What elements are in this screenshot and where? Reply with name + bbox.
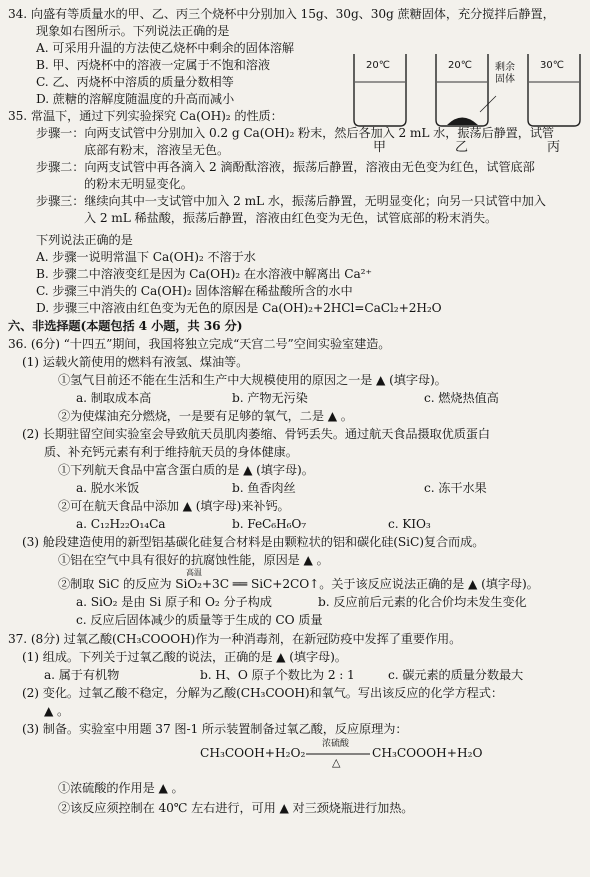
q36-part2-sub2-a: a. C₁₂H₂₂O₁₄Ca <box>76 517 166 531</box>
q36-part2-sub1-b: b. 鱼香肉丝 <box>232 481 296 495</box>
q36-part1-sub1: ①氢气目前还不能在生活和生产中大规模使用的原因之一是 ▲ (填字母)。 <box>58 373 447 387</box>
q37-part3: (3) 制备。实验室中用题 37 图-1 所示装置制备过氧乙酸，反应原理为： <box>22 722 408 736</box>
q37-part1-a: a. 属于有机物 <box>44 668 120 682</box>
q36-part2-sub1: ①下列航天食品中富含蛋白质的是 ▲ (填字母)。 <box>58 463 314 477</box>
q36-part2-sub2: ②可在航天食品中添加 ▲ (填字母)来补钙。 <box>58 499 290 513</box>
q36-part1-sub1-a: a. 制取成本高 <box>76 391 152 405</box>
q36-part2-sub1-c: c. 冻干水果 <box>424 481 487 495</box>
q35-step3-line2: 入 2 mL 稀盐酸，振荡后静置，溶液由红色变为无色，试管底部的粉末消失。 <box>84 211 498 225</box>
reaction-condition: 高温 <box>186 568 202 577</box>
q34-stem-2: 现象如右图所示。下列说法正确的是 <box>36 24 230 38</box>
q36-part1: (1) 运载火箭使用的燃料有液氢、煤油等。 <box>22 355 249 369</box>
q37-stem: 37. (8分) 过氧乙酸(CH₃COOOH)作为一种消毒剂，在新冠防疫中发挥了重要作用。 <box>8 632 462 646</box>
section-6-heading: 六、非选择题(本题包括 4 小题，共 36 分) <box>8 319 243 333</box>
residual-solid <box>447 118 478 126</box>
q36-part2-sub1-a: a. 脱水米饭 <box>76 481 140 495</box>
q36-part3-sub1: ①铝在空气中具有很好的抗腐蚀性能，原因是 ▲ 。 <box>58 553 329 567</box>
q36-part1-sub1-c: c. 燃烧热值高 <box>424 391 499 405</box>
q35-step3-line1: 步骤三：继续向其中一支试管中加入 2 mL 水，振荡后静置，无明显变化；向另一只试管中加入 <box>36 194 546 208</box>
temp-bing: 30℃ <box>540 60 564 71</box>
q36-part2-line1: (2) 长期驻留空间实验室会导致航天员肌肉萎缩、骨钙丢失。通过航天食品摄取优质蛋白 <box>22 427 490 441</box>
q36-part2-sub2-b: b. FeC₆H₆O₇ <box>232 517 307 531</box>
q36-part3-sub2-b: b. 反应前后元素的化合价均未发生变化 <box>318 595 527 609</box>
q36-part1-sub2: ②为使煤油充分燃烧，一是要有足够的氧气，二是 ▲ 。 <box>58 409 353 423</box>
q36-part1-sub1-b: b. 产物无污染 <box>232 391 308 405</box>
equation-catalyst: 浓硫酸 <box>322 739 350 749</box>
q34-option-d: D. 蔗糖的溶解度随温度的升高而减小 <box>36 92 235 106</box>
q36-part3: (3) 舱段建造使用的新型铝基碳化硅复合材料是由颗粒状的铝和碳化硅(SiC)复合而成。 <box>22 535 485 549</box>
q37-part2-blank: ▲ 。 <box>44 704 70 718</box>
equation-right: CH₃COOOH+H₂O <box>372 746 483 760</box>
q35-step1-line2: 底部有粉末，溶液呈无色。 <box>84 143 230 157</box>
q35-stem: 35. 常温下，通过下列实验探究 Ca(OH)₂ 的性质： <box>8 109 283 123</box>
q34-option-c: C. 乙、丙烧杯中溶质的质量分数相等 <box>36 75 234 89</box>
q35-step1-line1: 步骤一：向两支试管中分别加入 0.2 g Ca(OH)₂ 粉末，然后各加入 2 mL 水，振荡后静置，试管 <box>36 126 555 140</box>
label-yi: 乙 <box>455 140 469 155</box>
q36-part2-line2: 质、补充钙元素有利于维持航天员的身体健康。 <box>44 445 298 459</box>
q37-part3-sub2: ②该反应须控制在 40℃ 左右进行，可用 ▲ 对三颈烧瓶进行加热。 <box>58 801 414 815</box>
q36-part3-sub2-c: c. 反应后固体减少的质量等于生成的 CO 质量 <box>76 613 323 627</box>
q35-option-c: C. 步骤三中消失的 Ca(OH)₂ 固体溶解在稀盐酸所含的水中 <box>36 284 353 298</box>
q37-part2: (2) 变化。过氧乙酸不稳定，分解为乙酸(CH₃COOH)和氧气。写出该反应的化学方程式： <box>22 686 503 700</box>
temp-jia: 20℃ <box>366 60 390 71</box>
q36-part3-sub2: ②制取 SiC 的反应为 SiO₂+3C ══ SiC+2CO↑。关于该反应说法正确的是 ▲ (填字母)。 <box>58 577 539 591</box>
q34-option-a: A. 可采用升温的方法使乙烧杯中剩余的固体溶解 <box>36 41 294 55</box>
q35-step2-line2: 的粉末无明显变化。 <box>84 177 193 191</box>
label-bing: 丙 <box>547 140 561 155</box>
q36-part3-sub2-a: a. SiO₂ 是由 Si 原子和 O₂ 分子构成 <box>76 595 272 609</box>
q35-question: 下列说法正确的是 <box>36 233 133 247</box>
q37-part1-b: b. H、O 原子个数比为 2 : 1 <box>200 668 355 682</box>
q37-part1: (1) 组成。下列关于过氧乙酸的说法，正确的是 ▲ (填字母)。 <box>22 650 347 664</box>
q34-stem-1: 34. 向盛有等质量水的甲、乙、丙三个烧杯中分别加入 15g、30g、30g 蔗糖固体，充分搅拌后静置， <box>8 7 555 21</box>
q35-option-d: D. 步骤三中溶液由红色变为无色的原因是 Ca(OH)₂+2HCl=CaCl₂+2H₂O <box>36 301 442 315</box>
equation-heating-symbol: △ <box>332 756 341 769</box>
q35-step2-line1: 步骤二：向两支试管中再各滴入 2 滴酚酞溶液，振荡后静置，溶液由无色变为红色，试管底部 <box>36 160 535 174</box>
equation-left: CH₃COOH+H₂O₂ <box>200 746 306 760</box>
label-jia: 甲 <box>373 140 387 155</box>
temp-yi: 20℃ <box>448 60 472 71</box>
q36-stem: 36. (6分) “十四五”期间，我国将独立完成“天宫二号”空间实验室建造。 <box>8 337 391 351</box>
residual-solid-note: 剩余 固体 <box>495 62 515 85</box>
q37-part1-c: c. 碳元素的质量分数最大 <box>388 668 524 682</box>
q36-part2-sub2-c: c. KIO₃ <box>388 517 431 531</box>
q35-option-a: A. 步骤一说明常温下 Ca(OH)₂ 不溶于水 <box>36 250 256 264</box>
q34-option-b: B. 甲、丙烧杯中的溶液一定属于不饱和溶液 <box>36 58 270 72</box>
q35-option-b: B. 步骤二中溶液变红是因为 Ca(OH)₂ 在水溶液中解离出 Ca²⁺ <box>36 267 372 281</box>
q37-part3-sub1: ①浓硫酸的作用是 ▲ 。 <box>58 781 184 795</box>
